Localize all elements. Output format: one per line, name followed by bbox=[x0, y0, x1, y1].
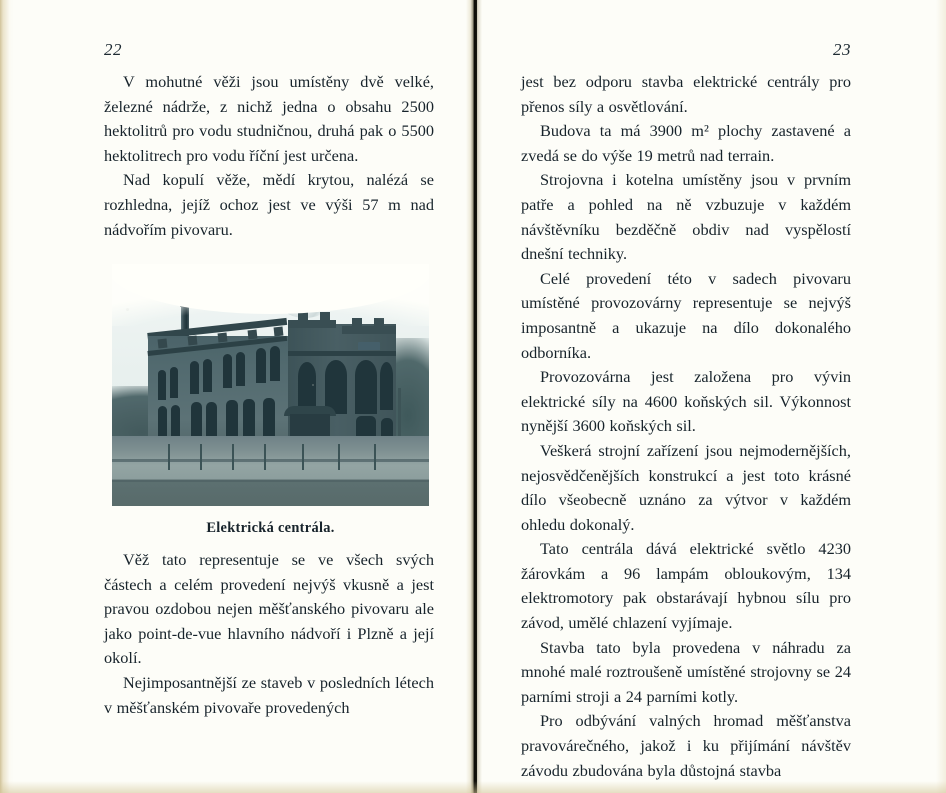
window bbox=[226, 400, 238, 440]
window bbox=[191, 402, 202, 440]
parapet-block bbox=[158, 339, 168, 349]
left-page-column bbox=[104, 40, 434, 242]
page-edge-bottom bbox=[0, 781, 946, 793]
scan-speck bbox=[312, 384, 314, 386]
page-edge-left bbox=[0, 0, 14, 793]
paragraph: Budova ta má 3900 m² plochy zastavené a zvedá se do výše 19 metrů nad terrain. bbox=[521, 121, 851, 165]
road-edge bbox=[112, 459, 429, 462]
fence-post bbox=[338, 444, 340, 470]
paragraph: Nad kopulí věže, mědí krytou, nalézá se rozhledna, jejíž ochoz jest ve výši 57 m nad nádvořím pivovaru. bbox=[104, 170, 434, 239]
window bbox=[170, 367, 178, 398]
figure-electric-power-station bbox=[112, 264, 429, 537]
figure-caption: Elektrická centrála. bbox=[206, 520, 335, 536]
right-page-column bbox=[521, 40, 851, 783]
fence-post bbox=[232, 444, 234, 470]
book-gutter-shadow bbox=[474, 0, 477, 793]
parapet-block bbox=[248, 330, 258, 340]
gable-coping bbox=[342, 326, 396, 334]
page-edge-right bbox=[936, 0, 946, 793]
grass-verge bbox=[112, 480, 429, 506]
paragraph: Pro odbývání valných hromad měšťanstva pravovárečného, jakož i ku přijímání návštěv závodu zbudována byla důstojná stavba bbox=[521, 711, 851, 780]
page-number-right: 23 bbox=[833, 40, 851, 59]
photo-arch-fade bbox=[112, 264, 429, 326]
window bbox=[190, 361, 199, 394]
fence-post bbox=[302, 444, 304, 470]
paragraph: jest bez odporu stavba elektrické centrály pro přenos síly a osvětlování. bbox=[521, 72, 851, 116]
cornice bbox=[288, 351, 396, 356]
fence-post bbox=[200, 444, 202, 470]
paragraph: Veškerá strojní zařízení jsou nejmodernějších, nejosvědčenějších konstrukcí a jest toto krásné dílo všeobecně uznáno za výtvor v každém ohledu dokonalý. bbox=[521, 440, 851, 534]
arched-window bbox=[380, 362, 393, 410]
arched-window bbox=[355, 360, 377, 414]
paragraph: Celé provedení této v sadech pivovaru umístěné provozovárny representuje se nejvýš imposantně a ukazuje na dílo dokonalého odborníka. bbox=[521, 268, 851, 362]
left-page-column-lower bbox=[104, 548, 434, 720]
parapet-block bbox=[188, 336, 198, 346]
window bbox=[158, 406, 167, 440]
parapet-block bbox=[274, 327, 284, 337]
paragraph: Stavba tato byla provedena v náhradu za mnohé malé roztroušeně umístěné strojovny se 24 parními stroji a 24 parními kotly. bbox=[521, 637, 851, 706]
window bbox=[243, 399, 255, 440]
fence-post bbox=[264, 444, 266, 470]
paragraph: Strojovna i kotelna umístěny jsou v prvním patře a pohled na ně vzbuzuje v každém návštěvníku bezděčně obdiv nad vyspělostí dnešní techniky. bbox=[521, 170, 851, 264]
window bbox=[256, 348, 266, 383]
fence-post bbox=[374, 444, 376, 470]
paragraph: V mohutné věži jsou umístěny dvě velké, železné nádrže, z nichž jedna o obsahu 2500 hektolitrů pro vodu studničnou, druhá pak o 5500 hektolitrech pro vodu říční jest určena. bbox=[104, 72, 434, 165]
parapet-block bbox=[218, 333, 228, 343]
window bbox=[270, 346, 280, 381]
paragraph: Nejimposantnější ze staveb v posledních létech v měšťanském pivovaře provedených bbox=[104, 672, 434, 717]
window bbox=[206, 402, 217, 440]
paragraph: Věž tato representuje se ve všech svých částech a celém provedení nejvýš vkusně a jest pravou ozdobou nejen měšťanského pivovaru ale jako point-de-vue hlavního nádvoří i Plzně a její okolí. bbox=[104, 550, 434, 668]
window bbox=[263, 398, 275, 440]
photograph bbox=[112, 264, 429, 506]
window bbox=[223, 354, 232, 388]
window bbox=[171, 405, 180, 440]
page-number-left: 22 bbox=[104, 40, 122, 59]
fence-post bbox=[168, 444, 170, 470]
paragraph: Provozovárna jest založena pro vývin elektrické síly na 4600 koňských sil. Výkonnost nynější 3600 koňských sil. bbox=[521, 367, 851, 436]
attic-window bbox=[358, 342, 380, 350]
window bbox=[203, 359, 212, 392]
window bbox=[158, 370, 166, 400]
window bbox=[236, 352, 245, 386]
paragraph: Tato centrála dává elektrické světlo 4230 žárovkám a 96 lampám obloukovým, 134 elektromotory pak obstarávají hybnou sílu pro závod, umělé chlazení vyjímaje. bbox=[521, 539, 851, 633]
